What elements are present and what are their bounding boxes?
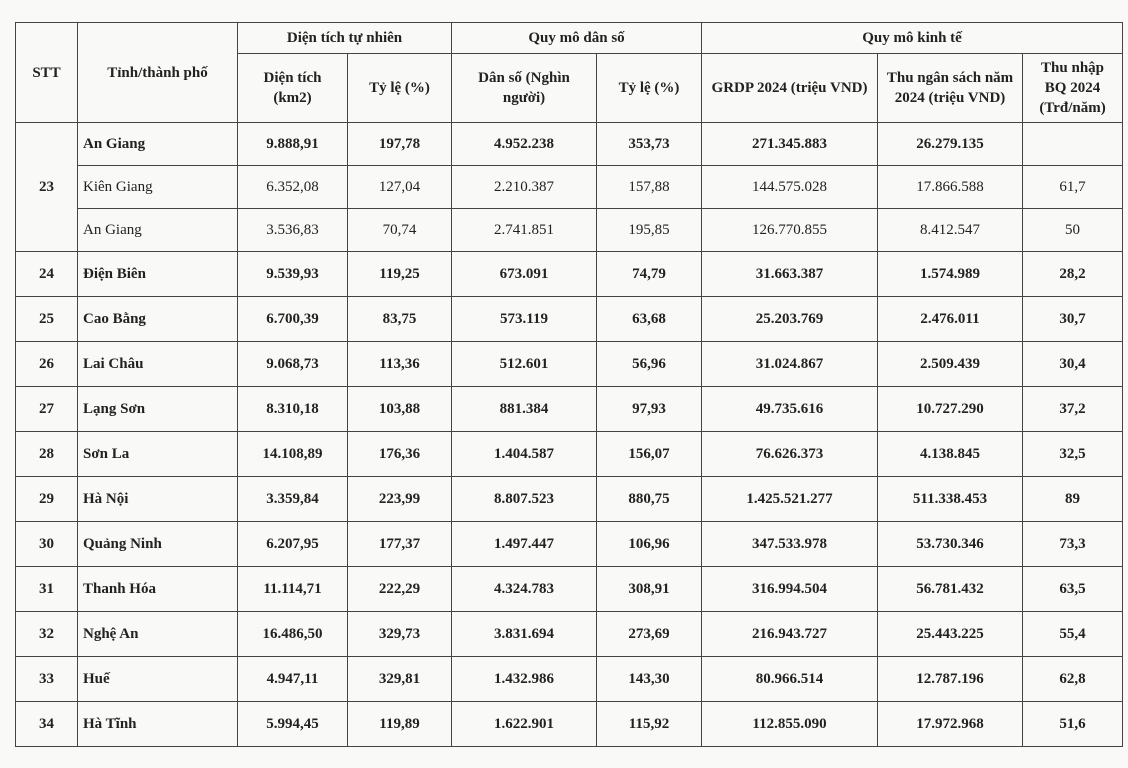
income-cell: 73,3 <box>1023 522 1123 567</box>
header-group-population: Quy mô dân số <box>452 23 702 54</box>
budget-cell: 25.443.225 <box>878 612 1023 657</box>
header-province: Tỉnh/thành phố <box>78 23 238 123</box>
budget-cell: 8.412.547 <box>878 209 1023 252</box>
area-ratio-cell: 176,36 <box>348 432 452 477</box>
area-cell: 6.700,39 <box>238 297 348 342</box>
population-ratio-cell: 115,92 <box>597 702 702 747</box>
header-group-economy: Quy mô kinh tế <box>702 23 1123 54</box>
budget-cell: 511.338.453 <box>878 477 1023 522</box>
area-cell: 11.114,71 <box>238 567 348 612</box>
population-ratio-cell: 273,69 <box>597 612 702 657</box>
grdp-cell: 126.770.855 <box>702 209 878 252</box>
population-cell: 1.432.986 <box>452 657 597 702</box>
area-ratio-cell: 329,73 <box>348 612 452 657</box>
area-cell: 6.207,95 <box>238 522 348 567</box>
budget-cell: 17.866.588 <box>878 166 1023 209</box>
population-ratio-cell: 880,75 <box>597 477 702 522</box>
population-ratio-cell: 97,93 <box>597 387 702 432</box>
grdp-cell: 49.735.616 <box>702 387 878 432</box>
area-ratio-cell: 177,37 <box>348 522 452 567</box>
area-cell: 6.352,08 <box>238 166 348 209</box>
table-row <box>16 477 1123 522</box>
header-population: Dân số (Nghìn người) <box>452 54 597 123</box>
population-ratio-cell: 157,88 <box>597 166 702 209</box>
income-cell: 55,4 <box>1023 612 1123 657</box>
table-row <box>16 612 1123 657</box>
area-cell: 9.068,73 <box>238 342 348 387</box>
province-statistics-table <box>15 22 1123 747</box>
income-cell: 89 <box>1023 477 1123 522</box>
province-cell: Thanh Hóa <box>78 567 238 612</box>
population-ratio-cell: 56,96 <box>597 342 702 387</box>
budget-cell: 4.138.845 <box>878 432 1023 477</box>
area-cell: 8.310,18 <box>238 387 348 432</box>
budget-cell: 56.781.432 <box>878 567 1023 612</box>
header-group-area: Diện tích tự nhiên <box>238 23 452 54</box>
income-cell: 28,2 <box>1023 252 1123 297</box>
table-row <box>16 252 1123 297</box>
population-cell: 1.404.587 <box>452 432 597 477</box>
population-ratio-cell: 308,91 <box>597 567 702 612</box>
area-ratio-cell: 222,29 <box>348 567 452 612</box>
area-cell: 14.108,89 <box>238 432 348 477</box>
stt-cell: 31 <box>16 567 78 612</box>
area-ratio-cell: 197,78 <box>348 123 452 166</box>
province-cell: Nghệ An <box>78 612 238 657</box>
income-cell: 51,6 <box>1023 702 1123 747</box>
grdp-cell: 144.575.028 <box>702 166 878 209</box>
province-cell: Hà Nội <box>78 477 238 522</box>
budget-cell: 2.509.439 <box>878 342 1023 387</box>
population-cell: 1.497.447 <box>452 522 597 567</box>
budget-cell: 17.972.968 <box>878 702 1023 747</box>
stt-cell: 33 <box>16 657 78 702</box>
income-cell <box>1023 123 1123 166</box>
population-cell: 1.622.901 <box>452 702 597 747</box>
grdp-cell: 216.943.727 <box>702 612 878 657</box>
header-budget: Thu ngân sách năm 2024 (triệu VND) <box>878 54 1023 123</box>
grdp-cell: 316.994.504 <box>702 567 878 612</box>
population-cell: 2.741.851 <box>452 209 597 252</box>
grdp-cell: 31.663.387 <box>702 252 878 297</box>
table-row <box>16 702 1123 747</box>
population-ratio-cell: 195,85 <box>597 209 702 252</box>
area-cell: 5.994,45 <box>238 702 348 747</box>
stt-cell: 29 <box>16 477 78 522</box>
area-cell: 3.359,84 <box>238 477 348 522</box>
income-cell: 62,8 <box>1023 657 1123 702</box>
table-row <box>16 297 1123 342</box>
header-stt: STT <box>16 23 78 123</box>
stt-cell: 26 <box>16 342 78 387</box>
population-ratio-cell: 353,73 <box>597 123 702 166</box>
province-cell: Lai Châu <box>78 342 238 387</box>
income-cell: 61,7 <box>1023 166 1123 209</box>
stt-cell: 25 <box>16 297 78 342</box>
province-cell: Kiên Giang <box>78 166 238 209</box>
grdp-cell: 271.345.883 <box>702 123 878 166</box>
area-ratio-cell: 119,89 <box>348 702 452 747</box>
population-ratio-cell: 74,79 <box>597 252 702 297</box>
area-ratio-cell: 329,81 <box>348 657 452 702</box>
province-cell: Cao Bằng <box>78 297 238 342</box>
population-cell: 3.831.694 <box>452 612 597 657</box>
budget-cell: 10.727.290 <box>878 387 1023 432</box>
budget-cell: 1.574.989 <box>878 252 1023 297</box>
province-cell: An Giang <box>78 123 238 166</box>
table-row <box>16 342 1123 387</box>
header-income: Thu nhập BQ 2024 (Trđ/năm) <box>1023 54 1123 123</box>
stt-cell: 23 <box>16 123 78 252</box>
grdp-cell: 31.024.867 <box>702 342 878 387</box>
province-cell: An Giang <box>78 209 238 252</box>
table-row <box>16 166 1123 209</box>
province-cell: Điện Biên <box>78 252 238 297</box>
stt-cell: 30 <box>16 522 78 567</box>
income-cell: 50 <box>1023 209 1123 252</box>
stt-cell: 24 <box>16 252 78 297</box>
income-cell: 63,5 <box>1023 567 1123 612</box>
stt-cell: 28 <box>16 432 78 477</box>
budget-cell: 12.787.196 <box>878 657 1023 702</box>
area-ratio-cell: 113,36 <box>348 342 452 387</box>
stt-cell: 32 <box>16 612 78 657</box>
area-ratio-cell: 223,99 <box>348 477 452 522</box>
header-area: Diện tích (km2) <box>238 54 348 123</box>
province-cell: Hà Tĩnh <box>78 702 238 747</box>
province-cell: Lạng Sơn <box>78 387 238 432</box>
income-cell: 30,7 <box>1023 297 1123 342</box>
grdp-cell: 1.425.521.277 <box>702 477 878 522</box>
area-ratio-cell: 119,25 <box>348 252 452 297</box>
header-area-ratio: Tỷ lệ (%) <box>348 54 452 123</box>
area-ratio-cell: 127,04 <box>348 166 452 209</box>
area-cell: 9.539,93 <box>238 252 348 297</box>
population-cell: 673.091 <box>452 252 597 297</box>
province-cell: Quảng Ninh <box>78 522 238 567</box>
grdp-cell: 112.855.090 <box>702 702 878 747</box>
table-row <box>16 567 1123 612</box>
grdp-cell: 76.626.373 <box>702 432 878 477</box>
province-table-container <box>15 22 1123 747</box>
table-row <box>16 209 1123 252</box>
grdp-cell: 80.966.514 <box>702 657 878 702</box>
table-row <box>16 387 1123 432</box>
population-cell: 8.807.523 <box>452 477 597 522</box>
income-cell: 30,4 <box>1023 342 1123 387</box>
province-cell: Huế <box>78 657 238 702</box>
table-row <box>16 657 1123 702</box>
population-ratio-cell: 156,07 <box>597 432 702 477</box>
population-cell: 573.119 <box>452 297 597 342</box>
header-grdp: GRDP 2024 (triệu VND) <box>702 54 878 123</box>
budget-cell: 26.279.135 <box>878 123 1023 166</box>
income-cell: 32,5 <box>1023 432 1123 477</box>
area-ratio-cell: 103,88 <box>348 387 452 432</box>
income-cell: 37,2 <box>1023 387 1123 432</box>
population-ratio-cell: 106,96 <box>597 522 702 567</box>
province-cell: Sơn La <box>78 432 238 477</box>
population-cell: 512.601 <box>452 342 597 387</box>
area-cell: 9.888,91 <box>238 123 348 166</box>
grdp-cell: 347.533.978 <box>702 522 878 567</box>
population-ratio-cell: 143,30 <box>597 657 702 702</box>
budget-cell: 53.730.346 <box>878 522 1023 567</box>
area-cell: 3.536,83 <box>238 209 348 252</box>
area-ratio-cell: 70,74 <box>348 209 452 252</box>
table-row <box>16 522 1123 567</box>
population-cell: 4.324.783 <box>452 567 597 612</box>
table-row <box>16 432 1123 477</box>
area-ratio-cell: 83,75 <box>348 297 452 342</box>
area-cell: 4.947,11 <box>238 657 348 702</box>
table-row <box>16 123 1123 166</box>
population-cell: 4.952.238 <box>452 123 597 166</box>
stt-cell: 34 <box>16 702 78 747</box>
area-cell: 16.486,50 <box>238 612 348 657</box>
stt-cell: 27 <box>16 387 78 432</box>
population-cell: 881.384 <box>452 387 597 432</box>
header-population-ratio: Tỷ lệ (%) <box>597 54 702 123</box>
budget-cell: 2.476.011 <box>878 297 1023 342</box>
grdp-cell: 25.203.769 <box>702 297 878 342</box>
population-cell: 2.210.387 <box>452 166 597 209</box>
population-ratio-cell: 63,68 <box>597 297 702 342</box>
